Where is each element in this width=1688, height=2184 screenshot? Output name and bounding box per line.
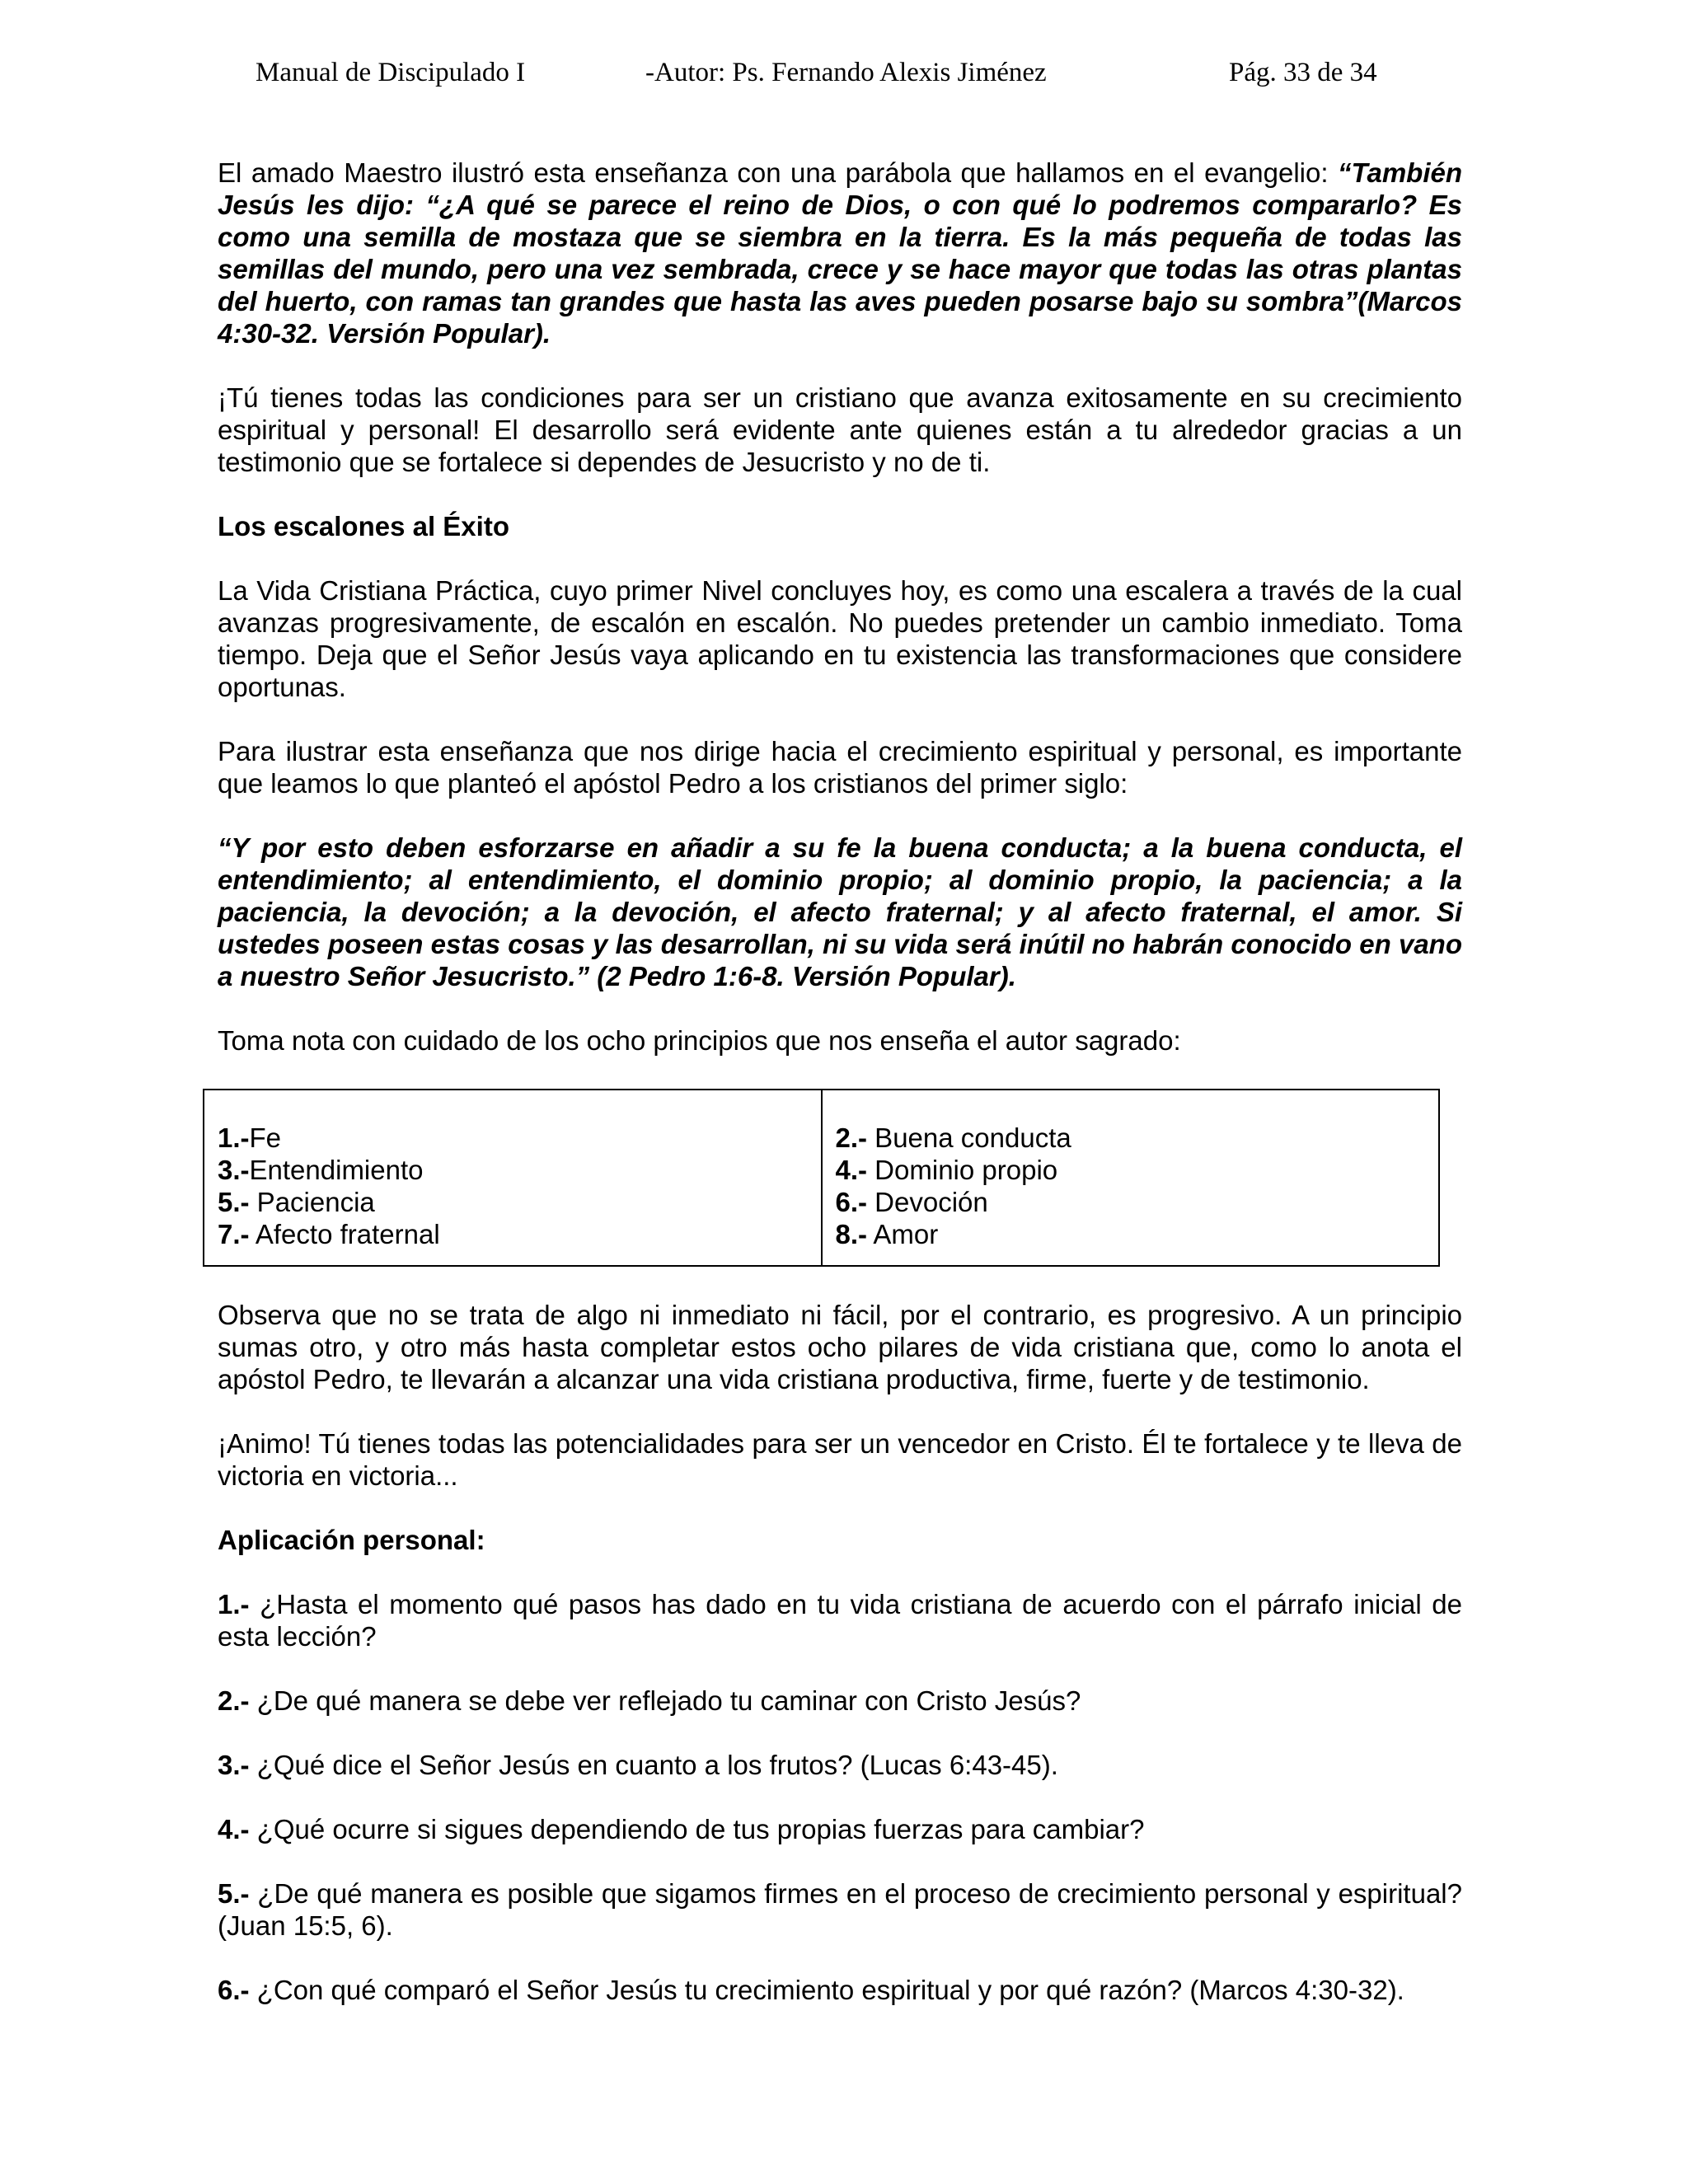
principle-text: Fe — [249, 1122, 282, 1153]
principle-text: Dominio propio — [867, 1155, 1058, 1185]
question-text: ¿De qué manera es posible que sigamos firmes en el proceso de crecimiento personal y espiritual? (Juan 15:5, 6). — [218, 1878, 1462, 1941]
application-heading: Aplicación personal: — [218, 1525, 485, 1555]
principle-item — [218, 1218, 808, 1250]
question-number: 3.- — [218, 1750, 250, 1780]
principle-text: Amor — [867, 1219, 939, 1249]
observe-paragraph: Observa que no se trata de algo ni inmediato ni fácil, por el contrario, es progresivo. A un principio sumas otro, y otro más hasta completar estos ocho pilares de vida cristiana que, como lo anota el apóstol Pedro, te llevarán a alcanzar una vida cristiana productiva, firme, fuerte y de testimonio. — [218, 1300, 1462, 1394]
question-number: 6.- — [218, 1975, 250, 2005]
question-text: ¿Qué dice el Señor Jesús en cuanto a los frutos? (Lucas 6:43-45). — [249, 1750, 1058, 1780]
question-text: ¿Con qué comparó el Señor Jesús tu crecimiento espiritual y por qué razón? (Marcos 4:30-32). — [249, 1975, 1404, 2005]
principle-number: 8.- — [835, 1219, 868, 1249]
principle-item — [836, 1186, 1426, 1218]
question-number: 1.- — [218, 1589, 250, 1619]
principles-right-column — [821, 1090, 1439, 1265]
question-item — [218, 1749, 1462, 1781]
animo-paragraph: ¡Animo! Tú tienes todas las potencialidades para ser un vencedor en Cristo. Él te fortalece y te lleva de victoria en victoria... — [218, 1428, 1462, 1491]
principle-text: Entendimiento — [249, 1155, 424, 1185]
note-paragraph: Toma nota con cuidado de los ocho principios que nos enseña el autor sagrado: — [218, 1025, 1181, 1056]
principle-item — [218, 1154, 808, 1186]
principle-item — [836, 1122, 1426, 1154]
question-item — [218, 1588, 1462, 1652]
conditions-paragraph: ¡Tú tienes todas las condiciones para ser un cristiano que avanza exitosamente en su crecimiento espiritual y personal! El desarrollo será evidente ante quienes están a tu alrededor gracias a un testimonio que se fortalece si dependes de Jesucristo y no de ti. — [218, 382, 1462, 477]
principle-number: 3.- — [218, 1155, 250, 1185]
page-body — [218, 157, 1462, 2038]
ladder-paragraph: La Vida Cristiana Práctica, cuyo primer Nivel concluyes hoy, es como una escalera a través de la cual avanzas progresivamente, de escalón en escalón. No puedes pretender un cambio inmediato. Toma tiempo. Deja que el Señor Jesús vaya aplicando en tu existencia las transformaciones que considere oportunas. — [218, 575, 1462, 702]
principle-number: 4.- — [835, 1155, 868, 1185]
principle-text: Paciencia — [249, 1187, 375, 1217]
principle-text: Buena conducta — [867, 1122, 1071, 1153]
question-item — [218, 1685, 1462, 1717]
question-text: ¿De qué manera se debe ver reflejado tu caminar con Cristo Jesús? — [249, 1685, 1081, 1716]
principles-table — [203, 1089, 1440, 1267]
question-number: 5.- — [218, 1878, 250, 1909]
illustrate-paragraph: Para ilustrar esta enseñanza que nos dirige hacia el crecimiento espiritual y personal, es importante que leamos lo que planteó el apóstol Pedro a los cristianos del primer siglo: — [218, 736, 1462, 799]
question-item — [218, 1974, 1462, 2006]
principle-item — [836, 1154, 1426, 1186]
question-text: ¿Hasta el momento qué pasos has dado en tu vida cristiana de acuerdo con el párrafo inicial de esta lección? — [218, 1589, 1462, 1652]
intro-quote: “También Jesús les dijo: “¿A qué se parece el reino de Dios, o con qué lo podremos compararlo? Es como una semilla de mostaza que se siembra en la tierra. Es la más pequeña de todas las semillas del mundo, pero una vez sembrada, crece y se hace mayor que todas las otras plantas del huerto, con ramas tan grandes que hasta las aves pueden posarse bajo su sombra”(Marcos 4:30-32. Versión Popular). — [218, 157, 1462, 349]
principle-item — [218, 1122, 808, 1154]
principle-number: 6.- — [835, 1187, 868, 1217]
question-item — [218, 1877, 1462, 1942]
page-number: Pág. 33 de 34 — [1229, 58, 1377, 87]
question-item — [218, 1813, 1462, 1845]
intro-paragraph — [218, 157, 1462, 349]
manual-title: Manual de Discipulado I — [256, 58, 526, 87]
principles-left-column — [204, 1090, 821, 1265]
principle-number: 1.- — [218, 1122, 250, 1153]
principle-text: Afecto fraternal — [249, 1219, 440, 1249]
question-number: 2.- — [218, 1685, 250, 1716]
question-number: 4.- — [218, 1814, 250, 1844]
steps-heading: Los escalones al Éxito — [218, 511, 509, 541]
principle-number: 5.- — [218, 1187, 250, 1217]
principle-number: 2.- — [835, 1122, 868, 1153]
principle-number: 7.- — [218, 1219, 250, 1249]
principle-text: Devoción — [867, 1187, 988, 1217]
question-text: ¿Qué ocurre si sigues dependiendo de tus propias fuerzas para cambiar? — [249, 1814, 1145, 1844]
page-header — [0, 58, 1688, 99]
author-line: -Autor: Ps. Fernando Alexis Jiménez — [645, 58, 1047, 87]
intro-lead: El amado Maestro ilustró esta enseñanza con una parábola que hallamos en el evangelio: — [218, 157, 1339, 188]
peter-quote: “Y por esto deben esforzarse en añadir a su fe la buena conducta; a la buena conducta, el entendimiento; al entendimiento, el dominio propio; al dominio propio, la paciencia; a la paciencia, la devoción; a la devoción, el afecto fraternal; y al afecto fraternal, el amor. Si ustedes poseen estas cosas y las desarrollan, ni su vida será inútil no habrán conocido en vano a nuestro Señor Jesucristo.” (2 Pedro 1:6-8. Versión Popular). — [218, 832, 1462, 991]
principle-item — [836, 1218, 1426, 1250]
principle-item — [218, 1186, 808, 1218]
